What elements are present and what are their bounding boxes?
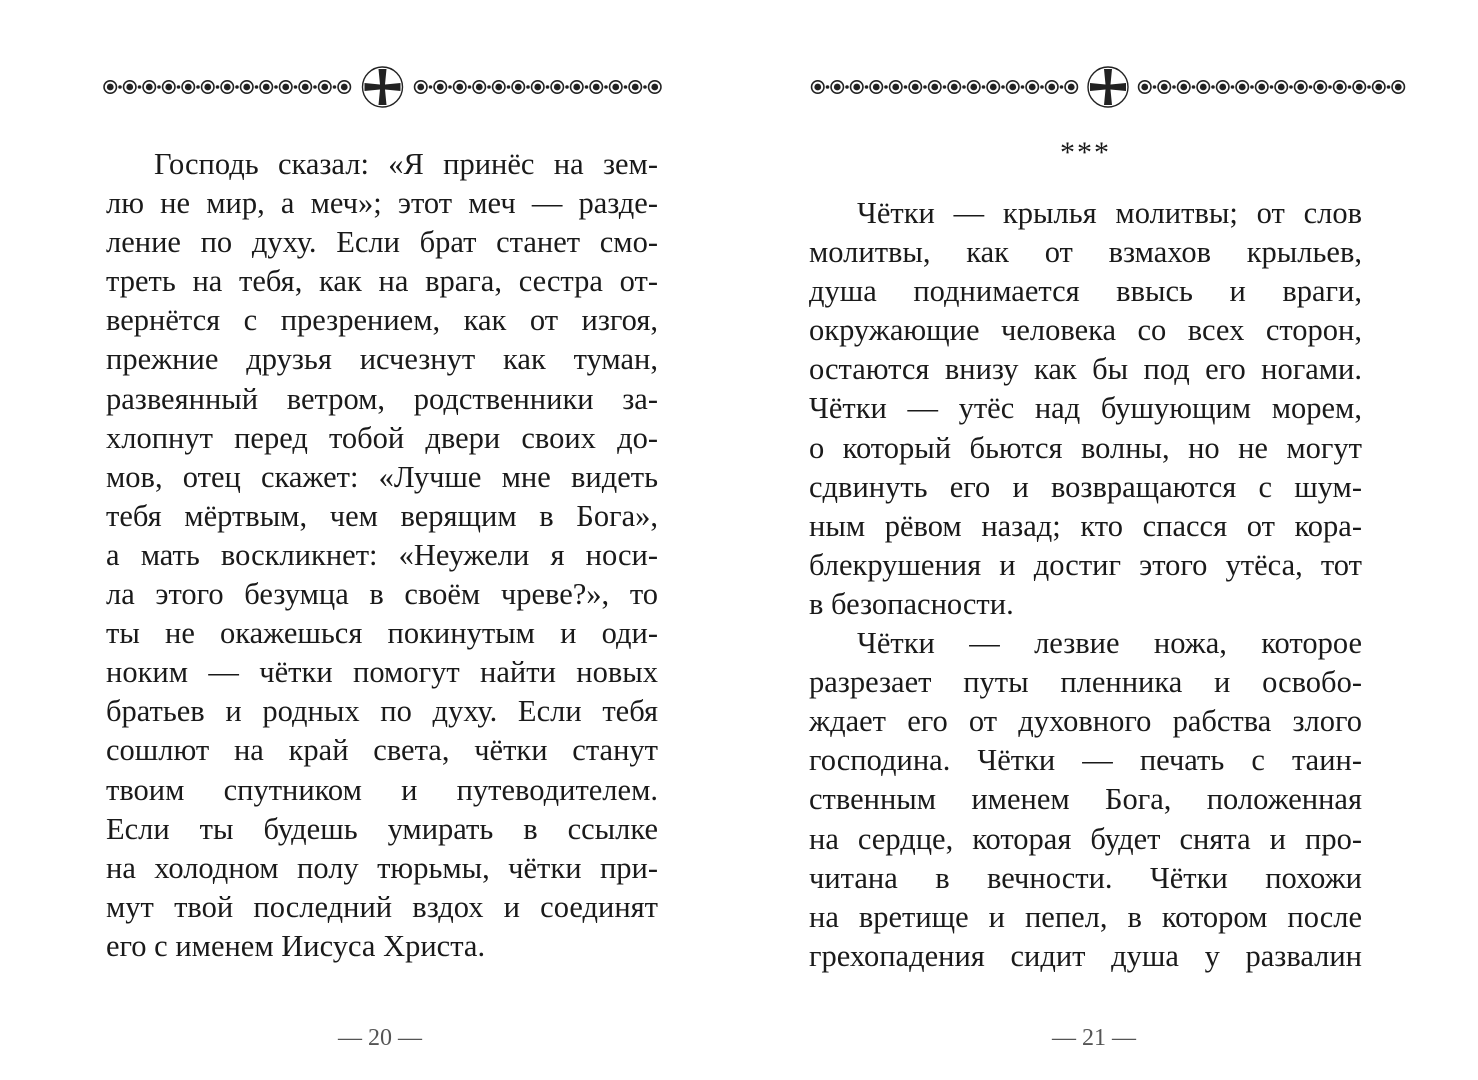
bead-dot — [1180, 84, 1187, 91]
bead-link — [1153, 85, 1157, 89]
bead-dot — [990, 84, 997, 91]
text-line: треть на тебя, как на врага, сестра от- — [106, 264, 658, 299]
bead-dot — [126, 84, 133, 91]
bead-link — [826, 85, 830, 89]
bead-dot — [534, 84, 541, 91]
bead-link — [429, 85, 433, 89]
bead-dot — [1278, 84, 1285, 91]
bead-link — [982, 85, 986, 89]
bead-dot — [632, 84, 639, 91]
bead-link — [1172, 85, 1176, 89]
text-line: душа поднимается ввысь и враги, — [809, 274, 1362, 309]
text-line: сошлют на край света, чётки станут — [106, 733, 658, 768]
text-line: ление по духу. Если брат станет смо- — [106, 225, 658, 260]
bead-dot — [814, 84, 821, 91]
text-line: развеянный ветром, родственники за- — [106, 381, 658, 416]
bead-link — [1250, 85, 1254, 89]
text-line: Чётки — лезвие ножа, которое — [857, 626, 1362, 661]
bead-dot — [951, 84, 958, 91]
bead-dot — [1356, 84, 1363, 91]
bead-link — [118, 85, 122, 89]
text-line: ла этого безумца в своём чреве?», то — [106, 577, 658, 612]
text-line: грехопадения сидит душа у развалин — [809, 938, 1362, 973]
text-line: Если ты будешь умирать в ссылке — [106, 811, 658, 846]
bead-dot — [970, 84, 977, 91]
bead-dot — [1219, 84, 1226, 91]
bead-link — [1270, 85, 1274, 89]
right-page-text — [809, 194, 1362, 976]
bead-link — [313, 85, 317, 89]
bead-dot — [515, 84, 522, 91]
text-line: сдвинуть его и возвращаются с шум- — [809, 469, 1362, 504]
text-line: на вретище и пепел, в котором после — [809, 899, 1362, 934]
bead-dot — [437, 84, 444, 91]
bead-dot — [224, 84, 231, 91]
bead-dot — [243, 84, 250, 91]
bead-link — [507, 85, 511, 89]
bead-link — [845, 85, 849, 89]
bead-dot — [341, 84, 348, 91]
bead-link — [943, 85, 947, 89]
text-line: господина. Чётки — печать с таин- — [809, 743, 1362, 778]
bead-dot — [892, 84, 899, 91]
bead-link — [904, 85, 908, 89]
bead-dot — [1141, 84, 1148, 91]
bead-link — [448, 85, 452, 89]
text-line: на сердце, которая будет снята и про- — [809, 821, 1362, 856]
bead-dot — [1239, 84, 1246, 91]
bead-dot — [873, 84, 880, 91]
text-line: ждает его от духовного рабства злого — [809, 704, 1362, 739]
bead-link — [923, 85, 927, 89]
left-page-text — [106, 145, 658, 966]
bead-dot — [107, 84, 114, 91]
bead-link — [487, 85, 491, 89]
bead-link — [157, 85, 161, 89]
bead-dot — [495, 84, 502, 91]
bead-link — [565, 85, 569, 89]
bead-dot — [165, 84, 172, 91]
text-line: вернётся с презрением, как от изгоя, — [106, 303, 658, 338]
bead-dot — [573, 84, 580, 91]
bead-dot — [476, 84, 483, 91]
bead-dot — [853, 84, 860, 91]
bead-link — [333, 85, 337, 89]
text-line: лю не мир, а меч»; этот меч — разде- — [106, 186, 658, 221]
bead-link — [1309, 85, 1313, 89]
bead-dot — [554, 84, 561, 91]
bead-dot — [834, 84, 841, 91]
bead-dot — [146, 84, 153, 91]
text-line: в безопасности. — [809, 586, 1014, 621]
bead-dot — [1297, 84, 1304, 91]
text-line: а мать воскликнет: «Неужели я носи- — [106, 537, 658, 572]
text-line: хлопнут перед тобой двери своих до- — [106, 420, 658, 455]
bead-link — [1231, 85, 1235, 89]
bead-dot — [1336, 84, 1343, 91]
bead-link — [1348, 85, 1352, 89]
bead-dot — [282, 84, 289, 91]
bead-dot — [204, 84, 211, 91]
bead-dot — [1395, 84, 1402, 91]
text-line: мут твой последний вздох и соединят — [106, 889, 658, 924]
section-separator: *** — [1060, 136, 1111, 169]
bead-link — [643, 85, 647, 89]
bead-dot — [1048, 84, 1055, 91]
bead-link — [1211, 85, 1215, 89]
bead-dot — [612, 84, 619, 91]
ornament-graphic — [100, 64, 665, 110]
bead-link — [216, 85, 220, 89]
bead-link — [1367, 85, 1371, 89]
bead-link — [274, 85, 278, 89]
beaded-cross-ornament — [100, 64, 665, 110]
bead-link — [546, 85, 550, 89]
bead-link — [962, 85, 966, 89]
text-line: братьев и родных по духу. Если тебя — [106, 694, 658, 729]
text-line: окружающие человека со всех сторон, — [809, 313, 1362, 348]
bead-link — [526, 85, 530, 89]
bead-link — [255, 85, 259, 89]
bead-link — [294, 85, 298, 89]
bead-link — [138, 85, 142, 89]
bead-dot — [185, 84, 192, 91]
bead-dot — [1068, 84, 1075, 91]
bead-dot — [912, 84, 919, 91]
bead-dot — [1258, 84, 1265, 91]
bead-dot — [1375, 84, 1382, 91]
bead-dot — [1200, 84, 1207, 91]
text-line: прежние друзья исчезнут как туман, — [106, 342, 658, 377]
bead-dot — [321, 84, 328, 91]
bead-link — [624, 85, 628, 89]
text-line: остаются внизу как бы под его ногами. — [809, 352, 1362, 387]
bead-link — [1001, 85, 1005, 89]
bead-link — [585, 85, 589, 89]
page-number: — 21 — — [1052, 1025, 1136, 1051]
text-line: Чётки — утёс над бушующим морем, — [809, 391, 1362, 426]
text-line: мов, отец скажет: «Лучше мне видеть — [106, 459, 658, 494]
bead-link — [1387, 85, 1391, 89]
ornament-graphic — [809, 64, 1407, 110]
text-line: Чётки — крылья молитвы; от слов — [857, 196, 1362, 230]
text-line: разрезает путы пленника и освобо- — [809, 665, 1362, 700]
page-number: — 20 — — [338, 1025, 422, 1051]
beaded-cross-ornament — [809, 64, 1407, 110]
right-page — [739, 0, 1478, 1080]
bead-link — [468, 85, 472, 89]
bead-dot — [417, 84, 424, 91]
bead-dot — [1317, 84, 1324, 91]
bead-link — [884, 85, 888, 89]
bead-link — [604, 85, 608, 89]
bead-dot — [1029, 84, 1036, 91]
bead-link — [1328, 85, 1332, 89]
bead-dot — [263, 84, 270, 91]
bead-dot — [931, 84, 938, 91]
bead-dot — [456, 84, 463, 91]
bead-dot — [1161, 84, 1168, 91]
text-line: ным рёвом назад; кто спасся от кора- — [809, 508, 1362, 543]
text-line: блекрушения и достиг этого утёса, тот — [809, 547, 1362, 582]
bead-dot — [651, 84, 658, 91]
bead-link — [1060, 85, 1064, 89]
text-line: его с именем Иисуса Христа. — [106, 928, 486, 963]
text-line: молитвы, как от взмахов крыльев, — [809, 235, 1362, 270]
text-line: ственным именем Бога, положенная — [809, 782, 1362, 817]
bead-link — [1289, 85, 1293, 89]
bead-link — [177, 85, 181, 89]
text-line: ноким — чётки помогут найти новых — [106, 655, 658, 690]
text-line: ты не окажешься покинутым и оди- — [106, 616, 658, 651]
text-line: тебя мёртвым, чем верящим в Бога», — [106, 498, 658, 533]
bead-link — [1021, 85, 1025, 89]
bead-dot — [302, 84, 309, 91]
bead-link — [235, 85, 239, 89]
text-line: о который бьются волны, но не могут — [809, 430, 1362, 465]
text-line: на холодном полу тюрьмы, чётки при- — [106, 850, 658, 885]
bead-dot — [593, 84, 600, 91]
bead-link — [865, 85, 869, 89]
bead-link — [196, 85, 200, 89]
bead-link — [1040, 85, 1044, 89]
text-line: Господь сказал: «Я принёс на зем- — [154, 147, 658, 181]
bead-dot — [1009, 84, 1016, 91]
text-line: читана в вечности. Чётки похожи — [809, 860, 1362, 895]
bead-link — [1192, 85, 1196, 89]
text-line: твоим спутником и путеводителем. — [106, 772, 658, 807]
